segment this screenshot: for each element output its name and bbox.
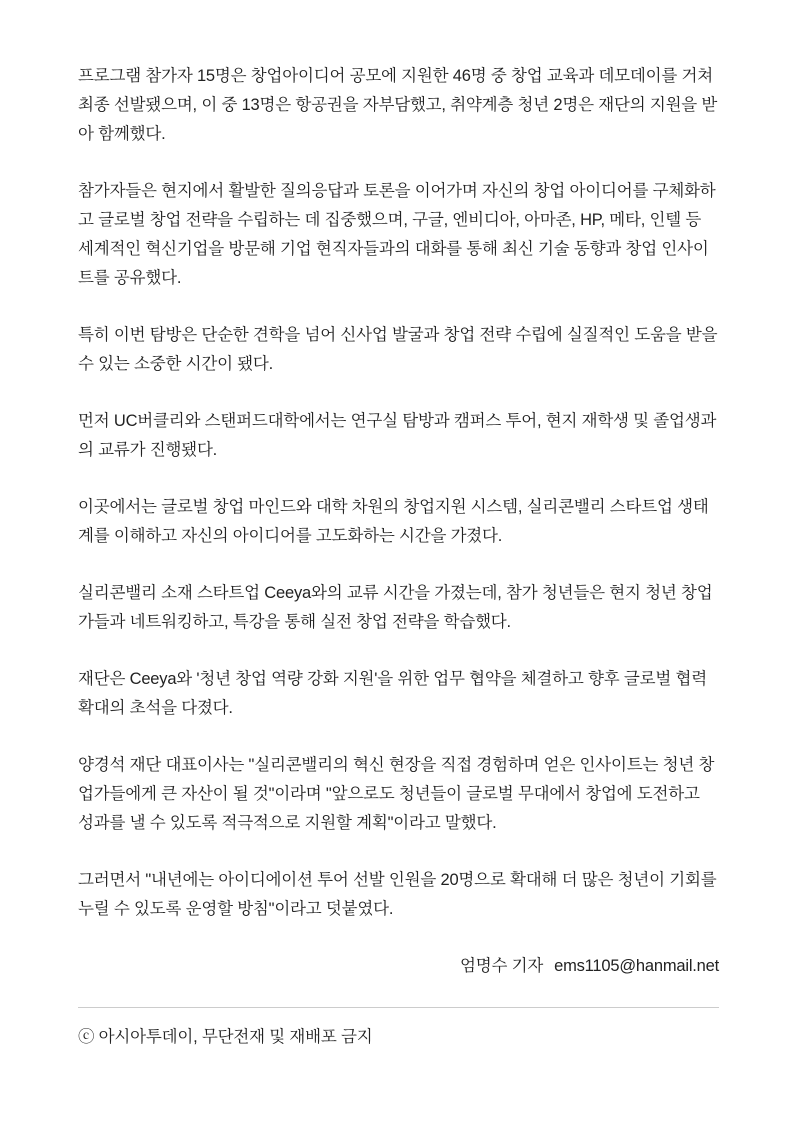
article-paragraph: 실리콘밸리 소재 스타트업 Ceeya와의 교류 시간을 가졌는데, 참가 청년들은 현지 청년 창업가들과 네트워킹하고, 특강을 통해 실전 창업 전략을 학습했다. <box>78 584 713 631</box>
article-body <box>78 62 719 924</box>
article-paragraph: 특히 이번 탐방은 단순한 견학을 넘어 신사업 발굴과 창업 전략 수립에 실질적인 도움을 받을 수 있는 소중한 시간이 됐다. <box>78 326 718 373</box>
copyright-notice: ⓒ 아시아투데이, 무단전재 및 재배포 금지 <box>78 1028 373 1046</box>
byline <box>78 952 719 981</box>
article-paragraph: 참가자들은 현지에서 활발한 질의응답과 토론을 이어가며 자신의 창업 아이디어를 구체화하고 글로벌 창업 전략을 수립하는 데 집중했으며, 구글, 엔비디아, 아마존, HP, 메타, 인텔 등 세계적인 혁신기업을 방문해 기업 현직자들과의 대화를 통해 최신 기술 동향과 창업 인사이트를 공유했다. <box>78 182 716 287</box>
article-paragraph: 프로그램 참가자 15명은 창업아이디어 공모에 지원한 46명 중 창업 교육과 데모데이를 거쳐 최종 선발됐으며, 이 중 13명은 항공권을 자부담했고, 취약계층 청년 2명은 재단의 지원을 받아 함께했다. <box>78 67 718 143</box>
article-paragraph: 이곳에서는 글로벌 창업 마인드와 대학 차원의 창업지원 시스템, 실리콘밸리 스타트업 생태계를 이해하고 자신의 아이디어를 고도화하는 시간을 가졌다. <box>78 498 709 545</box>
article-paragraph: 그러면서 "내년에는 아이디에이션 투어 선발 인원을 20명으로 확대해 더 많은 청년이 기회를 누릴 수 있도록 운영할 방침"이라고 덧붙였다. <box>78 871 717 918</box>
article-paragraph: 양경석 재단 대표이사는 "실리콘밸리의 혁신 현장을 직접 경험하며 얻은 인사이트는 청년 창업가들에게 큰 자산이 될 것"이라며 "앞으로도 청년들이 글로벌 무대에서 창업에 도전하고 성과를 낼 수 있도록 적극적으로 지원할 계획"이라고 말했다. <box>78 756 715 832</box>
reporter-name: 엄명수 기자 <box>460 957 544 975</box>
footer-divider <box>78 1007 719 1008</box>
reporter-email: ems1105@hanmail.net <box>554 957 719 975</box>
article-paragraph: 먼저 UC버클리와 스탠퍼드대학에서는 연구실 탐방과 캠퍼스 투어, 현지 재학생 및 졸업생과의 교류가 진행됐다. <box>78 412 717 459</box>
article-paragraph: 재단은 Ceeya와 '청년 창업 역량 강화 지원'을 위한 업무 협약을 체결하고 향후 글로벌 협력 확대의 초석을 다졌다. <box>78 670 707 717</box>
